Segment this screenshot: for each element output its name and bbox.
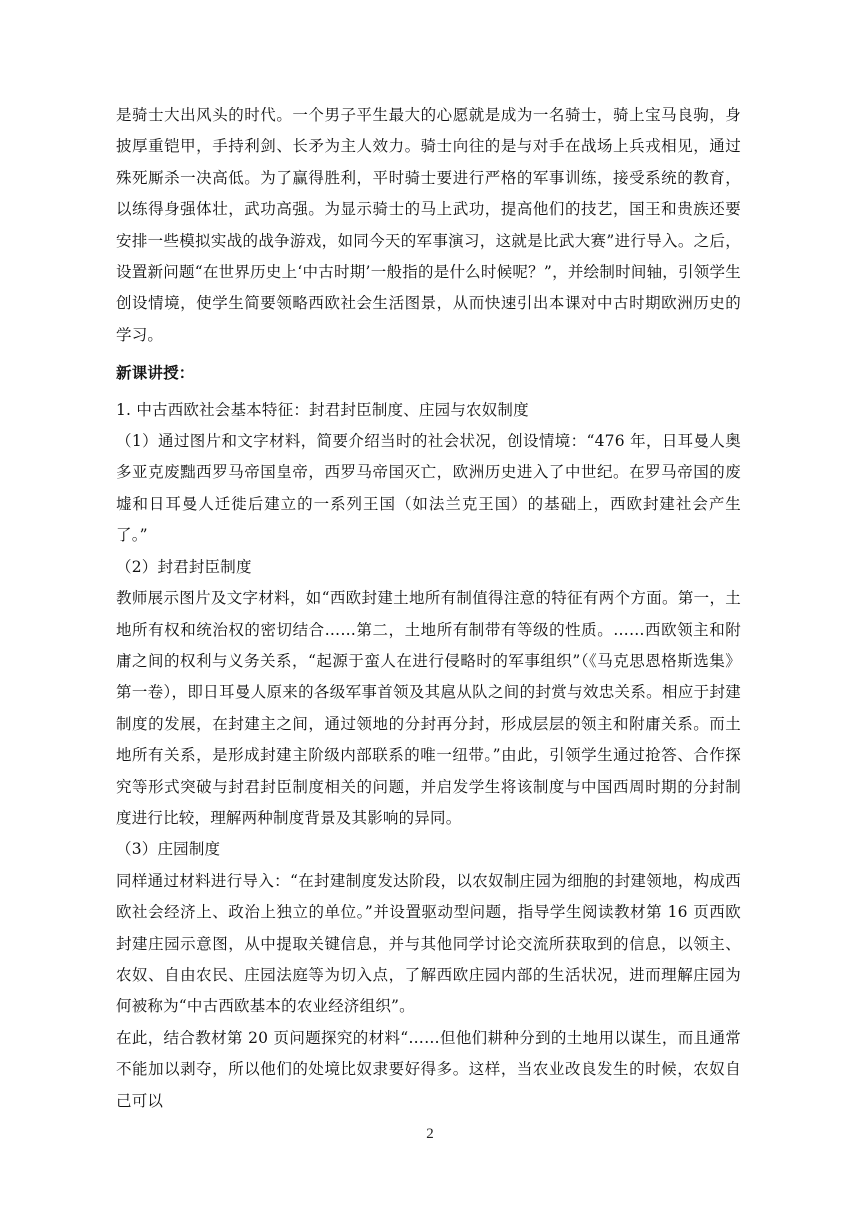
page-number: 2 xyxy=(426,1126,434,1142)
section-heading-new-lesson: 新课讲授： xyxy=(116,363,195,383)
paragraph-manor-system: 同样通过材料进行导入：“在封建制度发达阶段，以农奴制庄园为细胞的封建领地，构成西欧社会经济上、政治上独立的单位。”并设置驱动型问题，指导学生阅读教材第 16 页西欧封建庄园示意图，从中提取关键信息，并与其他同学讨论交流所获取到的信息，以领主、农奴、自由农民、庄园法庭等为切入点，了解西欧庄园内部的生活状况，进而理解庄园为何被称为“中古西欧基本的农业经济组织”。 xyxy=(116,871,741,1016)
subheading-manor-system: （3）庄园制度 xyxy=(116,840,221,859)
document-body xyxy=(116,100,741,1117)
intro-paragraph: 是骑士大出风头的时代。一个男子平生最大的心愿就是成为一名骑士，骑上宝马良驹，身披厚重铠甲，手持利剑、长矛为主人效力。骑士向往的是与对手在战场上兵戎相见，通过殊死厮杀一决高低。为了赢得胜利，平时骑士要进行严格的军事训练，接受系统的教育，以练得身强体壮，武功高强。为显示骑士的马上武功，提高他们的技艺，国王和贵族还要安排一些模拟实战的战争游戏，如同今天的军事演习，这就是比武大赛”进行导入。之后，设置新问题“在世界历史上‘中古时期’一般指的是什么时候呢？”，并绘制时间轴，引领学生创设情境，使学生简要领略西欧社会生活图景，从而快速引出本课对中古时期欧洲历史的学习。 xyxy=(116,106,741,344)
subheading-feudal-system: （2）封君封臣制度 xyxy=(116,557,252,576)
paragraph-feudal-system: 教师展示图片及文字材料，如“西欧封建土地所有制值得注意的特征有两个方面。第一，土地所有权和统治权的密切结合……第二，土地所有制带有等级的性质。……西欧领主和附庸之间的权利与义务关系，“起源于蛮人在进行侵略时的军事组织”（《马克思恩格斯选集》第一卷），即日耳曼人原来的各级军事首领及其扈从队之间的封赏与效忠关系。相应于封建制度的发展，在封建主之间，通过领地的分封再分封，形成层层的领主和附庸关系。而土地所有关系，是形成封建主阶级内部联系的唯一纽带。”由此，引领学生通过抢答、合作探究等形式突破与封君封臣制度相关的问题，并启发学生将该制度与中国西周时期的分封制度进行比较，理解两种制度背景及其影响的异同。 xyxy=(116,589,741,827)
subheading-social-features: 1. 中古西欧社会基本特征：封君封臣制度、庄园与农奴制度 xyxy=(116,400,529,419)
paragraph-historical-context: （1）通过图片和文字材料，简要介绍当时的社会状况，创设情境：“476 年，日耳曼人奥多亚克废黜西罗马帝国皇帝，西罗马帝国灭亡，欧洲历史进入了中世纪。在罗马帝国的废墟和日耳曼人迁徙后建立的一系列王国（如法兰克王国）的基础上，西欧封建社会产生了。” xyxy=(116,432,741,545)
paragraph-textbook-inquiry: 在此，结合教材第 20 页问题探究的材料“……但他们耕种分到的土地用以谋生，而且通常不能加以剥夺，所以他们的处境比奴隶要好得多。这样，当农业改良发生的时候，农奴自己可以 xyxy=(116,1028,741,1110)
